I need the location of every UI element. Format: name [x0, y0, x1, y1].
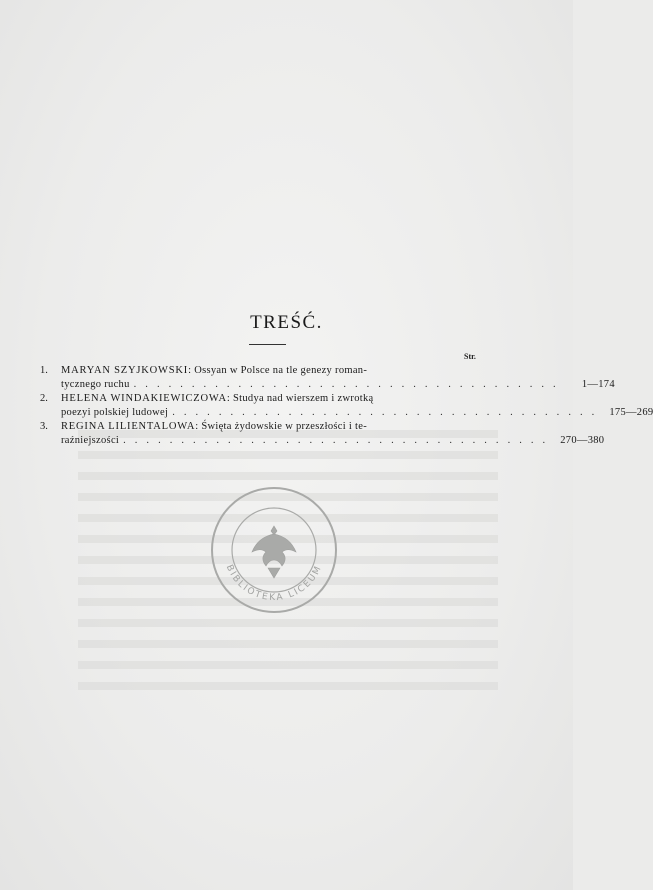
- library-stamp-icon: [210, 486, 338, 614]
- entry-title: : Ossyan w Polsce na tle genezy roman-: [188, 365, 368, 376]
- dot-leader: . . . . . . . . . . . . . . . . . . . . . . . . . . . . . . . . . . . . .: [123, 435, 549, 446]
- page-title: TREŚĆ.: [250, 312, 323, 333]
- entry-author: REGINA LILIENTALOWA: [61, 421, 196, 432]
- entry-title-cont: raźniejszości: [61, 435, 120, 446]
- entry-number: 2.: [40, 393, 48, 404]
- entry-title-cont: poezyi polskiej ludowej: [61, 407, 169, 418]
- dot-leader: . . . . . . . . . . . . . . . . . . . . . . . . . . . . . . . . . . . . .: [133, 379, 559, 390]
- pages-column-header: Str.: [464, 352, 476, 361]
- entry-author: MARYAN SZYJKOWSKI: [61, 365, 189, 376]
- toc-entry: [40, 392, 653, 420]
- entry-author: HELENA WINDAKIEWICZOWA: [61, 393, 227, 404]
- entry-pages: 175—269: [609, 407, 653, 418]
- entry-number: 3.: [40, 421, 48, 432]
- svg-text:BIBLIOTEKA LICEUM: BIBLIOTEKA LICEUM: [223, 563, 325, 604]
- entry-pages: 270—380: [560, 435, 605, 446]
- dot-leader: . . . . . . . . . . . . . . . . . . . . . . . . . . . . . . . . . . . . .: [172, 407, 598, 418]
- entry-title: : Święta żydowskie w przeszłości i te-: [195, 421, 367, 432]
- entry-number: 1.: [40, 365, 48, 376]
- entry-pages: 1—174: [581, 379, 615, 390]
- toc-entry: [40, 420, 605, 448]
- table-of-contents: [40, 364, 653, 448]
- entry-title-cont: tycznego ruchu: [61, 379, 130, 390]
- toc-entry: [40, 364, 615, 392]
- entry-title: : Studya nad wierszem i zwrotką: [226, 393, 374, 404]
- title-rule: [249, 344, 286, 345]
